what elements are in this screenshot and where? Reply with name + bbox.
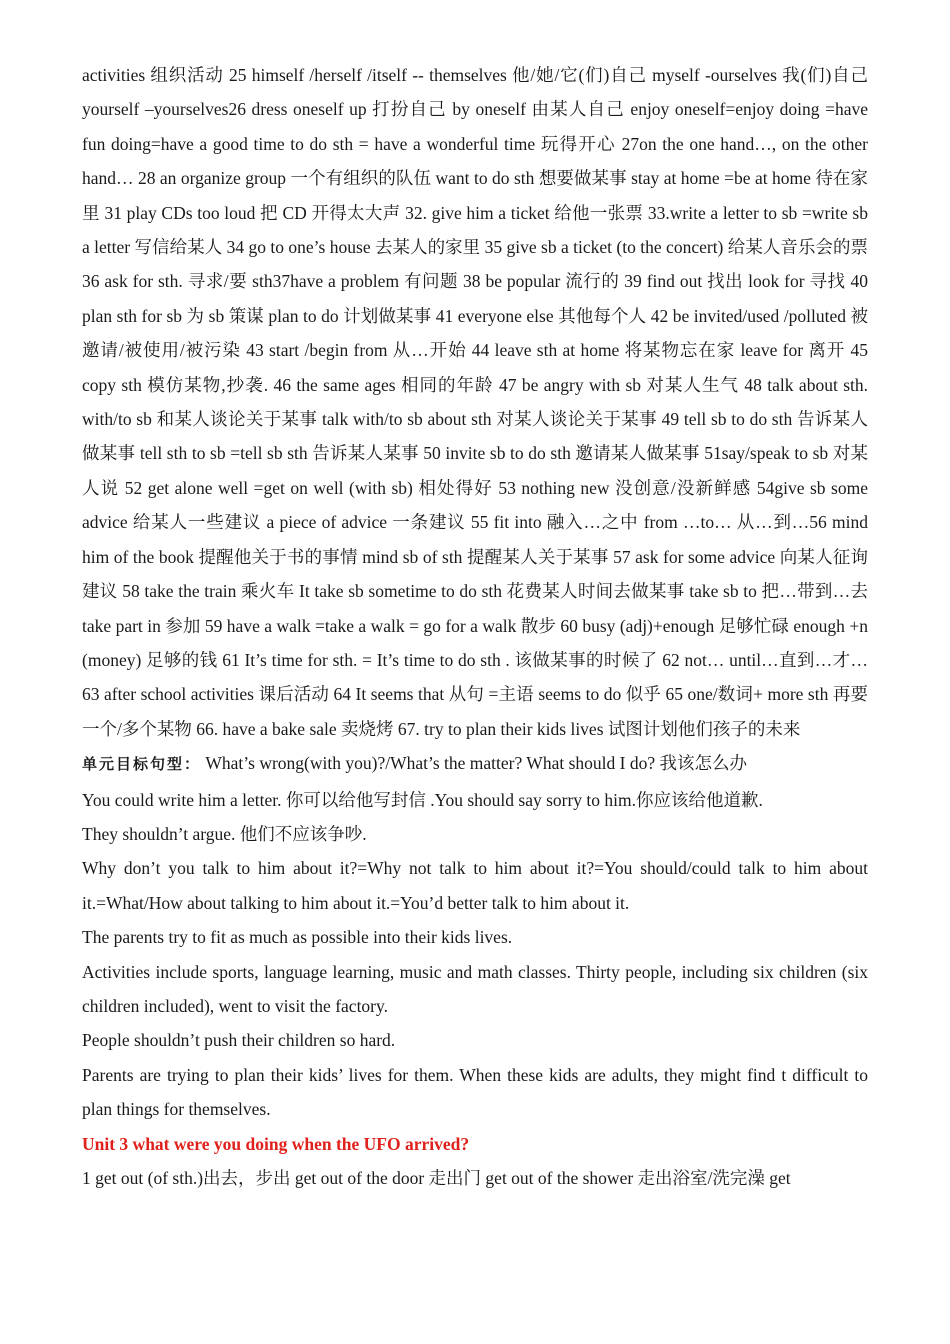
- target-sentence-1: What’s wrong(with you)?/What’s the matter? What should I do? 我该怎么办: [205, 753, 747, 774]
- vocab-paragraph: activities 组织活动 25 himself /herself /itself -- themselves 他/她/它(们)自己 myself -ourselves 我(们)自己 yourself –yourselves26 dress oneself up 打扮自己 by oneself 由某人自己 enjoy oneself=enjoy doing =have fun doing=have a good time to do sth = have a wonderful time 玩得开心 27on the one hand…, on the other hand… 28 an organize group 一个有组织的队伍 want to do sth 想要做某事 stay at home =be at home 待在家里 31 play CDs too loud 把 CD 开得太大声 32. give him a ticket 给他一张票 33.write a letter to sb =write sb a letter 写信给某人 34 go to one’s house 去某人的家里 35 give sb a ticket (to the concert) 给某人音乐会的票 36 ask for sth. 寻求/要 sth37have a problem 有问题 38 be popular 流行的 39 find out 找出 look for 寻找 40 plan sth for sb 为 sb 策谋 plan to do 计划做某事 41 everyone else 其他每个人 42 be invited/used /polluted 被邀请/被使用/被污染 43 start /begin from 从…开始 44 leave sth at home 将某物忘在家 leave for 离开 45 copy sth 模仿某物,抄袭. 46 the same ages 相同的年龄 47 be angry with sb 对某人生气 48 talk about sth. with/to sb 和某人谈论关于某事 talk with/to sb about sth 对某人谈论关于某事 49 tell sb to do sth 告诉某人做某事 tell sth to sb =tell sb sth 告诉某人某事 50 invite sb to do sth 邀请某人做某事 51say/speak to sb 对某人说 52 get alone well =get on well (with sb) 相处得好 53 nothing new 没创意/没新鲜感 54give sb some advice 给某人一些建议 a piece of advice 一条建议 55 fit into 融入…之中 from …to… 从…到…56 mind him of the book 提醒他关于书的事情 mind sb of sth 提醒某人关于某事 57 ask for some advice 向某人征询建议 58 take the train 乘火车 It take sb sometime to do sth 花费某人时间去做某事 take sb to 把…带到…去 take part in 参加 59 have a walk =take a walk = go for a walk 散步 60 busy (adj)+enough 足够忙碌 enough +n (money) 足够的钱 61 It’s time for sth. = It’s time to do sth . 该做某事的时候了 62 not… until…直到…才…63 after school activities 课后活动 64 It seems that 从句 =主语 seems to do 似乎 65 one/数词+ more sth 再要一个/多个某物 66. have a bake sale 卖烧烤 67. try to plan their kids lives 试图计划他们孩子的未来: [82, 65, 868, 739]
- unit-3-heading: Unit 3 what were you doing when the UFO arrived?: [82, 1133, 470, 1154]
- target-sentences-label: 单元目标句型：: [82, 757, 202, 774]
- target-sentence-2: You could write him a letter. 你可以给他写封信 .You should say sorry to him.你应该给他道歉.: [82, 789, 763, 810]
- target-sentence-7: People shouldn’t push their children so hard.: [82, 1030, 396, 1051]
- unit-3-line-1: 1 get out (of sth.)出去，步出 get out of the door 走出门 get out of the shower 走出浴室/洗完澡 get: [82, 1168, 791, 1188]
- target-sentence-3: They shouldn’t argue. 他们不应该争吵.: [82, 823, 367, 844]
- target-sentences-line-1: [82, 746, 868, 782]
- target-sentence-4: Why don’t you talk to him about it?=Why not talk to him about it?=You should/could talk to him about it.=What/How about talking to him about it.=You’d better talk to him about it.: [82, 858, 868, 913]
- document-page: [82, 58, 868, 1195]
- target-sentence-6: Activities include sports, language learning, music and math classes. Thirty people, including six children (six children included), went to visit the factory.: [82, 961, 868, 1016]
- target-sentence-8: Parents are trying to plan their kids’ lives for them. When these kids are adults, they might find t difficult to plan things for themselves.: [82, 1064, 868, 1120]
- target-sentence-5: The parents try to fit as much as possible into their kids lives.: [82, 927, 513, 948]
